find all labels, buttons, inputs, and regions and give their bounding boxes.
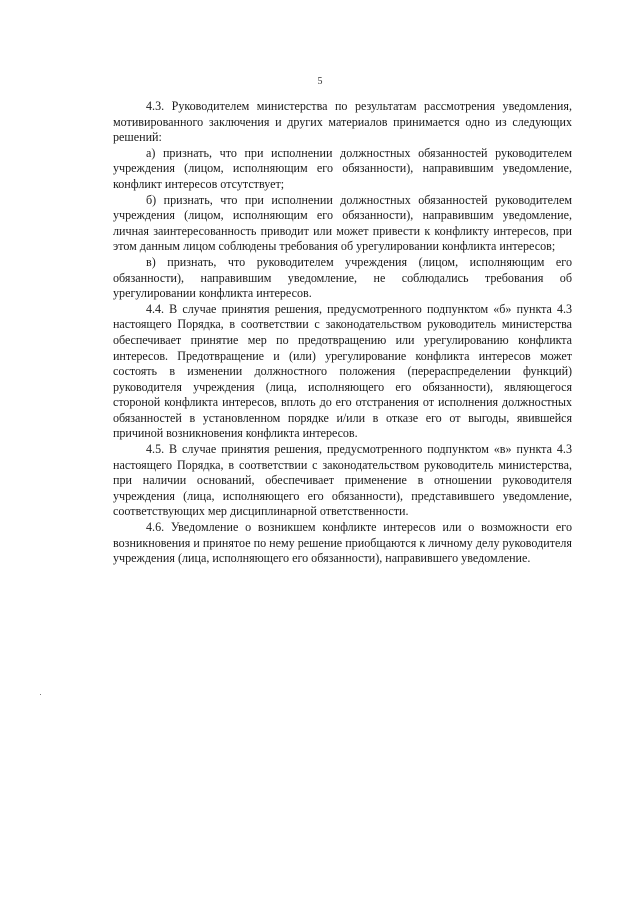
paragraph-4-3-v: в) признать, что руководителем учреждения (лицом, исполняющим его обязанности), направившим уведомление, не соблюдались требования об урегулировании конфликта интересов. bbox=[113, 254, 572, 301]
paragraph-4-5: 4.5. В случае принятия решения, предусмотренного подпунктом «в» пункта 4.3 настоящего Порядка, в соответствии с законодательством руководитель министерства, при наличии оснований, обеспечивает применение в отношении руководителя учреждения (лица, исполняющего его обязанности), представившего уведомление, соответствующих мер дисциплинарной ответственности. bbox=[113, 442, 572, 519]
scan-speck bbox=[40, 694, 41, 695]
paragraph-4-4: 4.4. В случае принятия решения, предусмотренного подпунктом «б» пункта 4.3 настоящего Порядка, в соответствии с законодательством руководитель министерства обеспечивает принятие мер по предотвращению или урегулированию конфликта интересов. Предотвращение и (или) урегулирование конфликта интересов может состоять в изменении должностного положения (перераспределении функций) руководителя учреждения (лица, исполняющего его обязанности), являющегося стороной конфликта интересов, вплоть до его отстранения от исполнения должностных обязанностей в установленном порядке и/или в отказе его от выгоды, явившейся причиной возникновения конфликта интересов. bbox=[113, 301, 572, 441]
paragraph-4-6: 4.6. Уведомление о возникшем конфликте интересов или о возможности его возникновения и принятое по нему решение приобщаются к личному делу руководителя учреждения (лица, исполняющего его обязанности), направившего уведомление. bbox=[113, 520, 572, 566]
paragraph-4-3: 4.3. Руководителем министерства по результатам рассмотрения уведомления, мотивированного заключения и других материалов принимается одно из следующих решений: bbox=[113, 99, 572, 145]
page-number: 5 bbox=[317, 76, 323, 87]
document-body bbox=[113, 99, 572, 567]
paragraph-4-3-a: а) признать, что при исполнении должностных обязанностей руководителем учреждения (лицом, исполняющим его обязанности), направившим уведомление, конфликт интересов отсутствует; bbox=[113, 145, 572, 191]
paragraph-4-3-b: б) признать, что при исполнении должностных обязанностей руководителем учреждения (лицом, исполняющим его обязанности), направившим уведомление, личная заинтересованность приводит или может привести к конфликту интересов, при этом данным лицом соблюдены требования об урегулировании конфликта интересов; bbox=[113, 192, 572, 254]
